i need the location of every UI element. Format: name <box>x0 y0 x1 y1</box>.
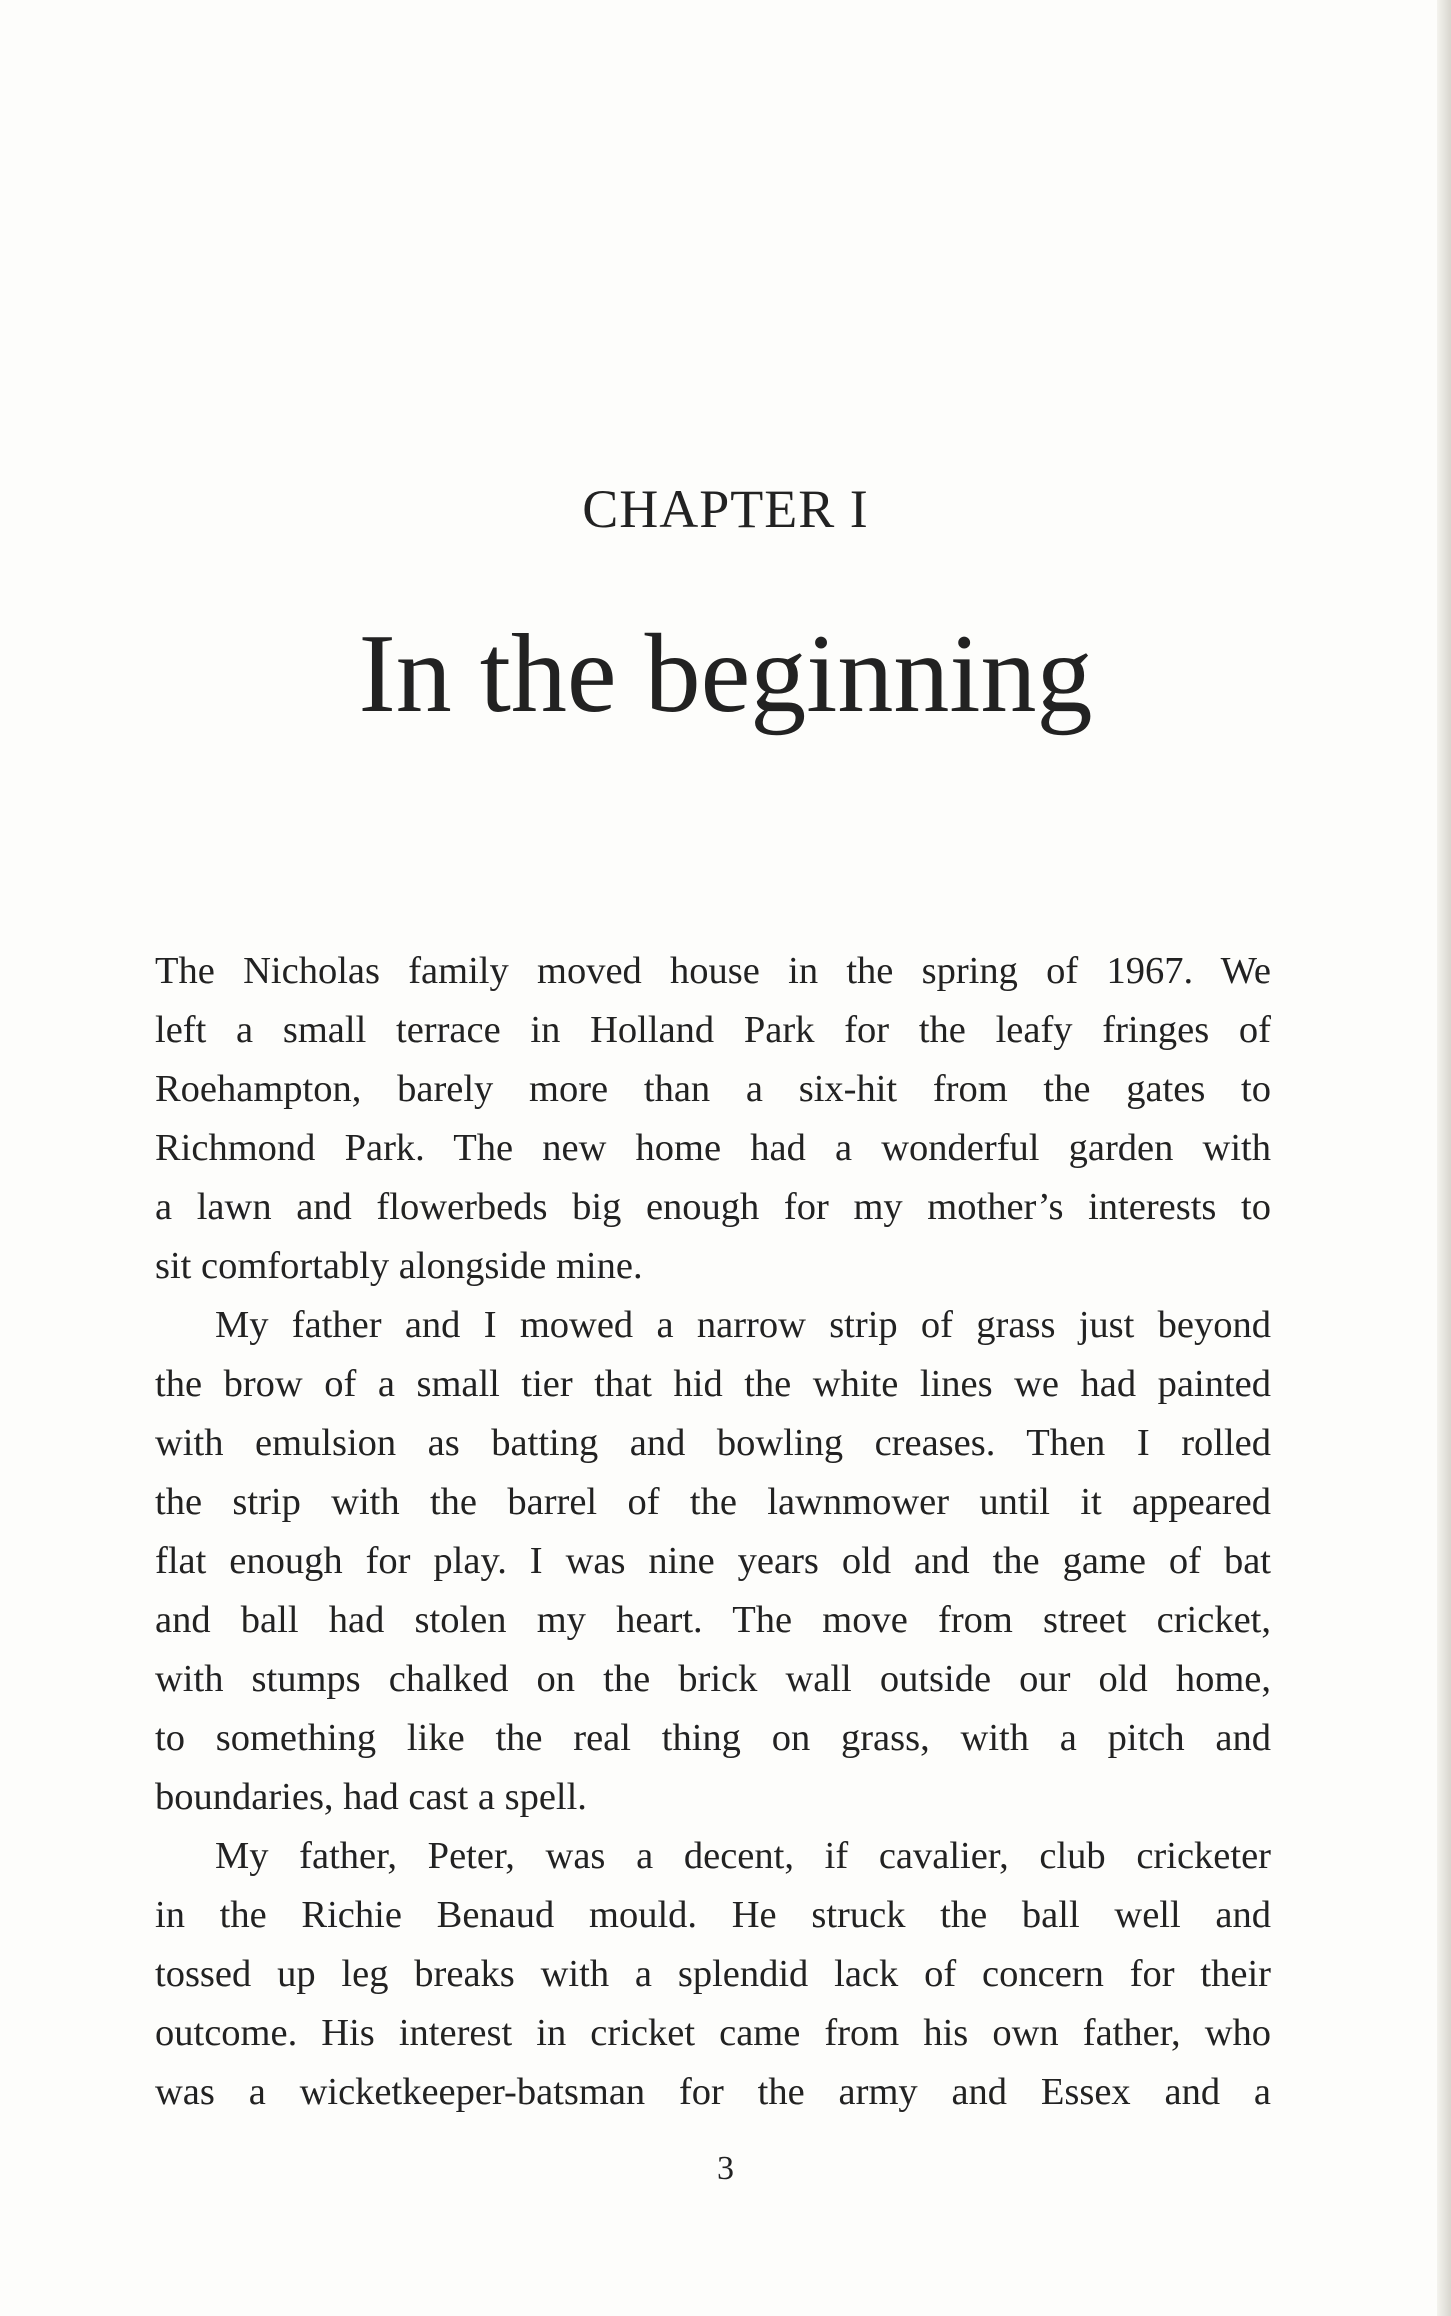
paragraph-1 <box>155 942 1271 1296</box>
text-line: flat enough for play. I was nine years old and the game of bat <box>155 1540 1271 1582</box>
paragraph-2 <box>155 1296 1271 1827</box>
chapter-label: CHAPTER I <box>582 479 869 539</box>
text-line: Roehampton, barely more than a six-hit from the gates to <box>155 1068 1271 1110</box>
text-line: with emulsion as batting and bowling creases. Then I rolled <box>155 1422 1271 1464</box>
text-line: sit comfortably alongside mine. <box>155 1245 643 1287</box>
text-line: to something like the real thing on grass, with a pitch and <box>155 1717 1271 1759</box>
text-line: boundaries, had cast a spell. <box>155 1776 587 1818</box>
page-number: 3 <box>717 2150 734 2187</box>
text-line: with stumps chalked on the brick wall outside our old home, <box>155 1658 1271 1700</box>
text-line: was a wicketkeeper-batsman for the army and Essex and a <box>155 2071 1271 2113</box>
text-line: Richmond Park. The new home had a wonderful garden with <box>155 1127 1271 1169</box>
text-line: in the Richie Benaud mould. He struck the ball well and <box>155 1894 1271 1936</box>
text-line: outcome. His interest in cricket came from his own father, who <box>155 2012 1271 2054</box>
text-line: tossed up leg breaks with a splendid lack of concern for their <box>155 1953 1271 1995</box>
paragraph-3 <box>155 1827 1271 2122</box>
text-line: the brow of a small tier that hid the white lines we had painted <box>155 1363 1271 1405</box>
text-line: My father, Peter, was a decent, if cavalier, club cricketer <box>215 1835 1271 1877</box>
text-line: and ball had stolen my heart. The move from street cricket, <box>155 1599 1271 1641</box>
text-line: My father and I mowed a narrow strip of grass just beyond <box>215 1304 1271 1346</box>
page-edge-shadow <box>1437 0 1451 2316</box>
chapter-title: In the beginning <box>358 612 1093 736</box>
text-line: left a small terrace in Holland Park for the leafy fringes of <box>155 1009 1271 1051</box>
text-line: The Nicholas family moved house in the spring of 1967. We <box>155 950 1271 992</box>
text-line: a lawn and flowerbeds big enough for my mother’s interests to <box>155 1186 1271 1228</box>
body-text <box>155 942 1271 2122</box>
text-line: the strip with the barrel of the lawnmower until it appeared <box>155 1481 1271 1523</box>
